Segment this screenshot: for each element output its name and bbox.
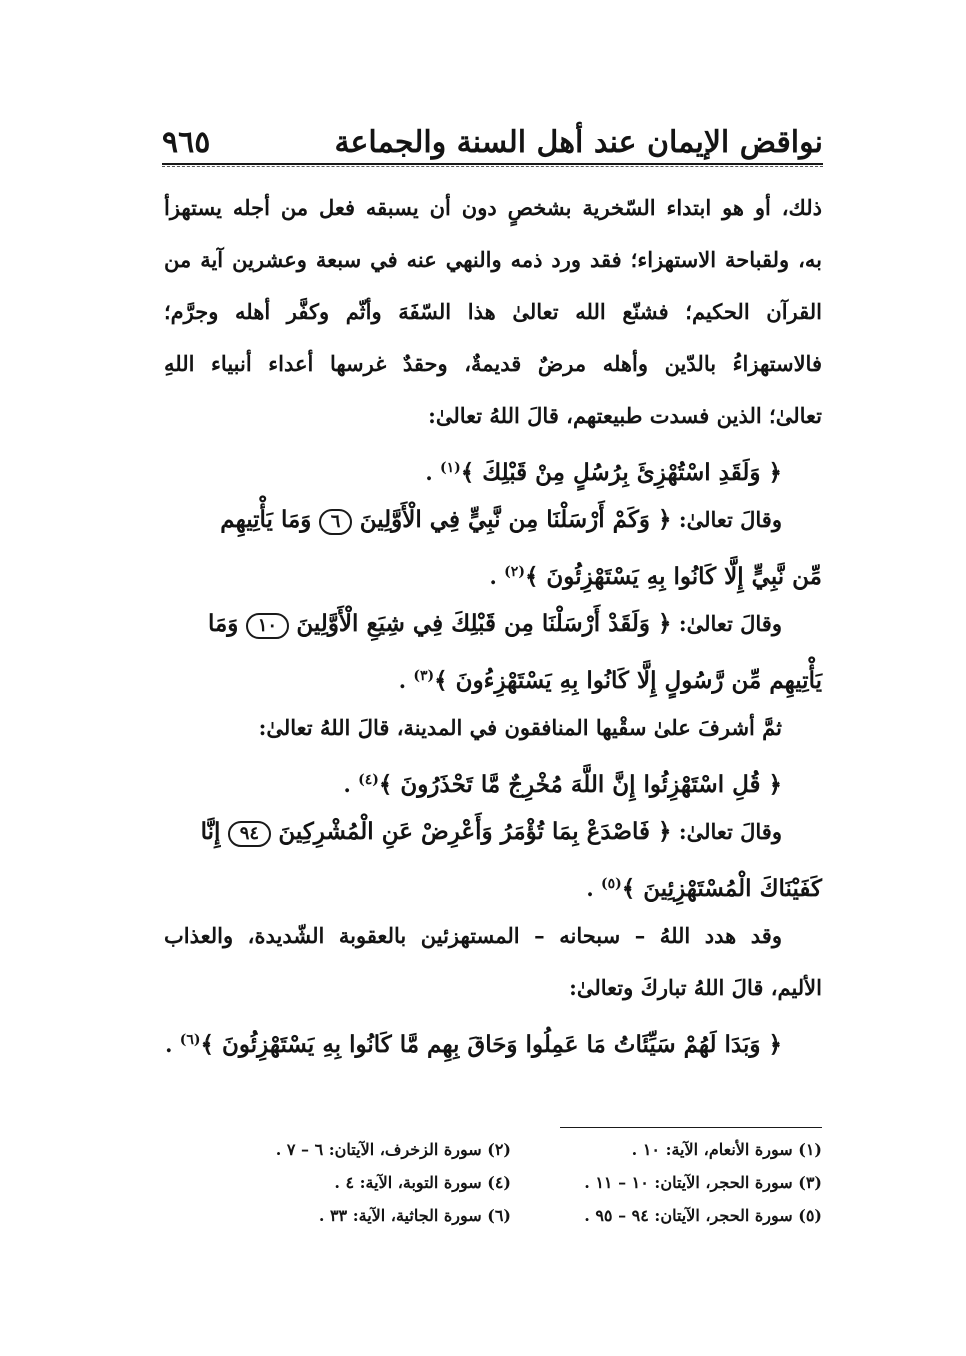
footnote-ref: (٦): [179, 1032, 201, 1048]
footnote-divider: [560, 1127, 822, 1128]
footnote-item: (٣) سورة الحجر، الآيتان: ١٠ – ١١ .: [584, 1173, 822, 1192]
paragraph-line: وقد هدد اللهُ – سبحانه – المستهزئين بالعقوبة الشّديدة، والعذاب: [164, 923, 782, 948]
verse-text: يَأْتِيهِم مِّن رَّسُولٍ إِلَّا كَانُوا بِهِ يَسْتَهْزِءُونَ ﴾: [434, 667, 822, 694]
footnote-ref: (١): [439, 460, 461, 476]
verse-text: ﴿ وَكَمْ أَرْسَلْنَا مِن نَّبِيٍّ فِي الْأَوَّلِينَ: [359, 506, 672, 533]
footnote-ref: (٤): [358, 772, 379, 788]
footnote-ref: (٣): [413, 668, 435, 684]
ayah-number-ornament: ٦: [319, 509, 353, 535]
paragraph-line: القرآن الحكيم؛ فشنّع الله تعالىٰ هذا السّفَهَ وأثّم وكفَّر أهله وجرَّم؛: [164, 299, 822, 324]
footnote-item: (٦) سورة الجاثية، الآية: ٣٣ .: [318, 1206, 511, 1225]
footnote-ref: (٢): [504, 564, 525, 580]
quran-verse-4: [164, 754, 822, 806]
paragraph-line: تعالىٰ؛ الذين فسدت طبيعتهم، قالَ اللهُ تعالىٰ:: [428, 403, 822, 428]
verse-intro: وقالَ تعالىٰ:: [678, 819, 782, 844]
verse-end: .: [425, 460, 433, 485]
quran-verse-5-line-1: [164, 806, 822, 858]
footnote-ref: (٥): [601, 876, 622, 892]
header-divider: [162, 163, 823, 167]
paragraph-line: الأليم، قالَ اللهُ تباركَ وتعالىٰ:: [569, 975, 822, 1000]
verse-end: .: [586, 876, 594, 901]
verse-end: .: [343, 772, 351, 797]
verse-text: ﴿ قُلِ اسْتَهْزِئُوا إِنَّ اللَّهَ مُخْرِجٌ مَّا تَحْذَرُونَ ﴾: [378, 771, 782, 798]
footnote-item: (١) سورة الأنعام، الآية: ١٠ .: [631, 1140, 822, 1159]
verse-end: .: [398, 668, 407, 693]
quran-verse-2-line-2: [164, 546, 822, 598]
ayah-number-ornament: ٩٤: [228, 821, 271, 847]
verse-text: مِّن نَّبِيٍّ إِلَّا كَانُوا بِهِ يَسْتَهْزِئُونَ ﴾: [524, 563, 822, 590]
quran-verse-3-line-2: [164, 650, 822, 702]
verse-text: إِنَّا: [200, 818, 221, 845]
verse-text: ﴿ وَلَقَدِ اسْتُهْزِئَ بِرُسُلٍ مِنْ قَبْلِكَ ﴾: [460, 459, 782, 486]
verse-text: وَمَا يَأْتِيهِم: [220, 506, 312, 533]
verse-text: ﴿ وَبَدَا لَهُمْ سَيِّئَاتُ مَا عَمِلُوا وَحَاقَ بِهِم مَّا كَانُوا بِهِ يَسْتَهْزِئُونَ ﴾: [200, 1031, 782, 1058]
paragraph-line: ثمَّ أشرفَ علىٰ سقْيها المنافقون في المدينة، قالَ اللهُ تعالىٰ:: [258, 715, 782, 740]
quran-verse-3-line-1: [164, 598, 822, 650]
verse-intro: وقالَ تعالىٰ:: [678, 507, 782, 532]
quran-verse-2-line-1: [164, 494, 822, 546]
page-header: [162, 112, 823, 160]
footnotes: [200, 1134, 822, 1231]
main-text: [164, 182, 822, 1066]
footnote-item: (٢) سورة الزخرف، الآيتان: ٦ – ٧ .: [275, 1140, 511, 1159]
page-number: ٩٦٥: [162, 125, 211, 160]
quran-verse-5-line-2: [164, 858, 822, 910]
ayah-number-ornament: ١٠: [246, 613, 289, 639]
quran-verse-1: [164, 442, 822, 494]
verse-end: .: [165, 1032, 173, 1057]
verse-text: كَفَيْنَاكَ الْمُسْتَهْزِئِينَ ﴾: [621, 875, 822, 902]
footnote-item: (٤) سورة التوبة، الآية: ٤ .: [334, 1173, 511, 1192]
paragraph-line: فالاستهزاءُ بالدّين وأهله مرضٌ قديمةٌ، وحقدٌ غرسها أعداء أنبياء اللهِ: [164, 351, 822, 376]
verse-text: وَمَا: [207, 610, 239, 637]
verse-intro: وقالَ تعالىٰ:: [678, 611, 782, 636]
running-title: نواقض الإيمان عند أهل السنة والجماعة: [334, 125, 823, 160]
paragraph-line: ذلك، أو هو ابتداء السّخرية بشخصٍ دون أن يسبقه فعل من أجله يستهزأ: [164, 195, 822, 220]
paragraph-line: به، ولقباحة الاستهزاء؛ فقد ورد ذمه والنهي عنه في سبعة وعشرين آية من: [164, 247, 822, 272]
footnote-item: (٥) سورة الحجر، الآيتان: ٩٤ – ٩٥ .: [584, 1206, 822, 1225]
verse-end: .: [489, 564, 497, 589]
verse-text: ﴿ فَاصْدَعْ بِمَا تُؤْمَرُ وَأَعْرِضْ عَنِ الْمُشْرِكِينَ: [278, 818, 672, 845]
verse-text: ﴿ وَلَقَدْ أَرْسَلْنَا مِن قَبْلِكَ فِي شِيَعِ الْأَوَّلِينَ: [296, 610, 672, 637]
quran-verse-6: [164, 1014, 822, 1066]
